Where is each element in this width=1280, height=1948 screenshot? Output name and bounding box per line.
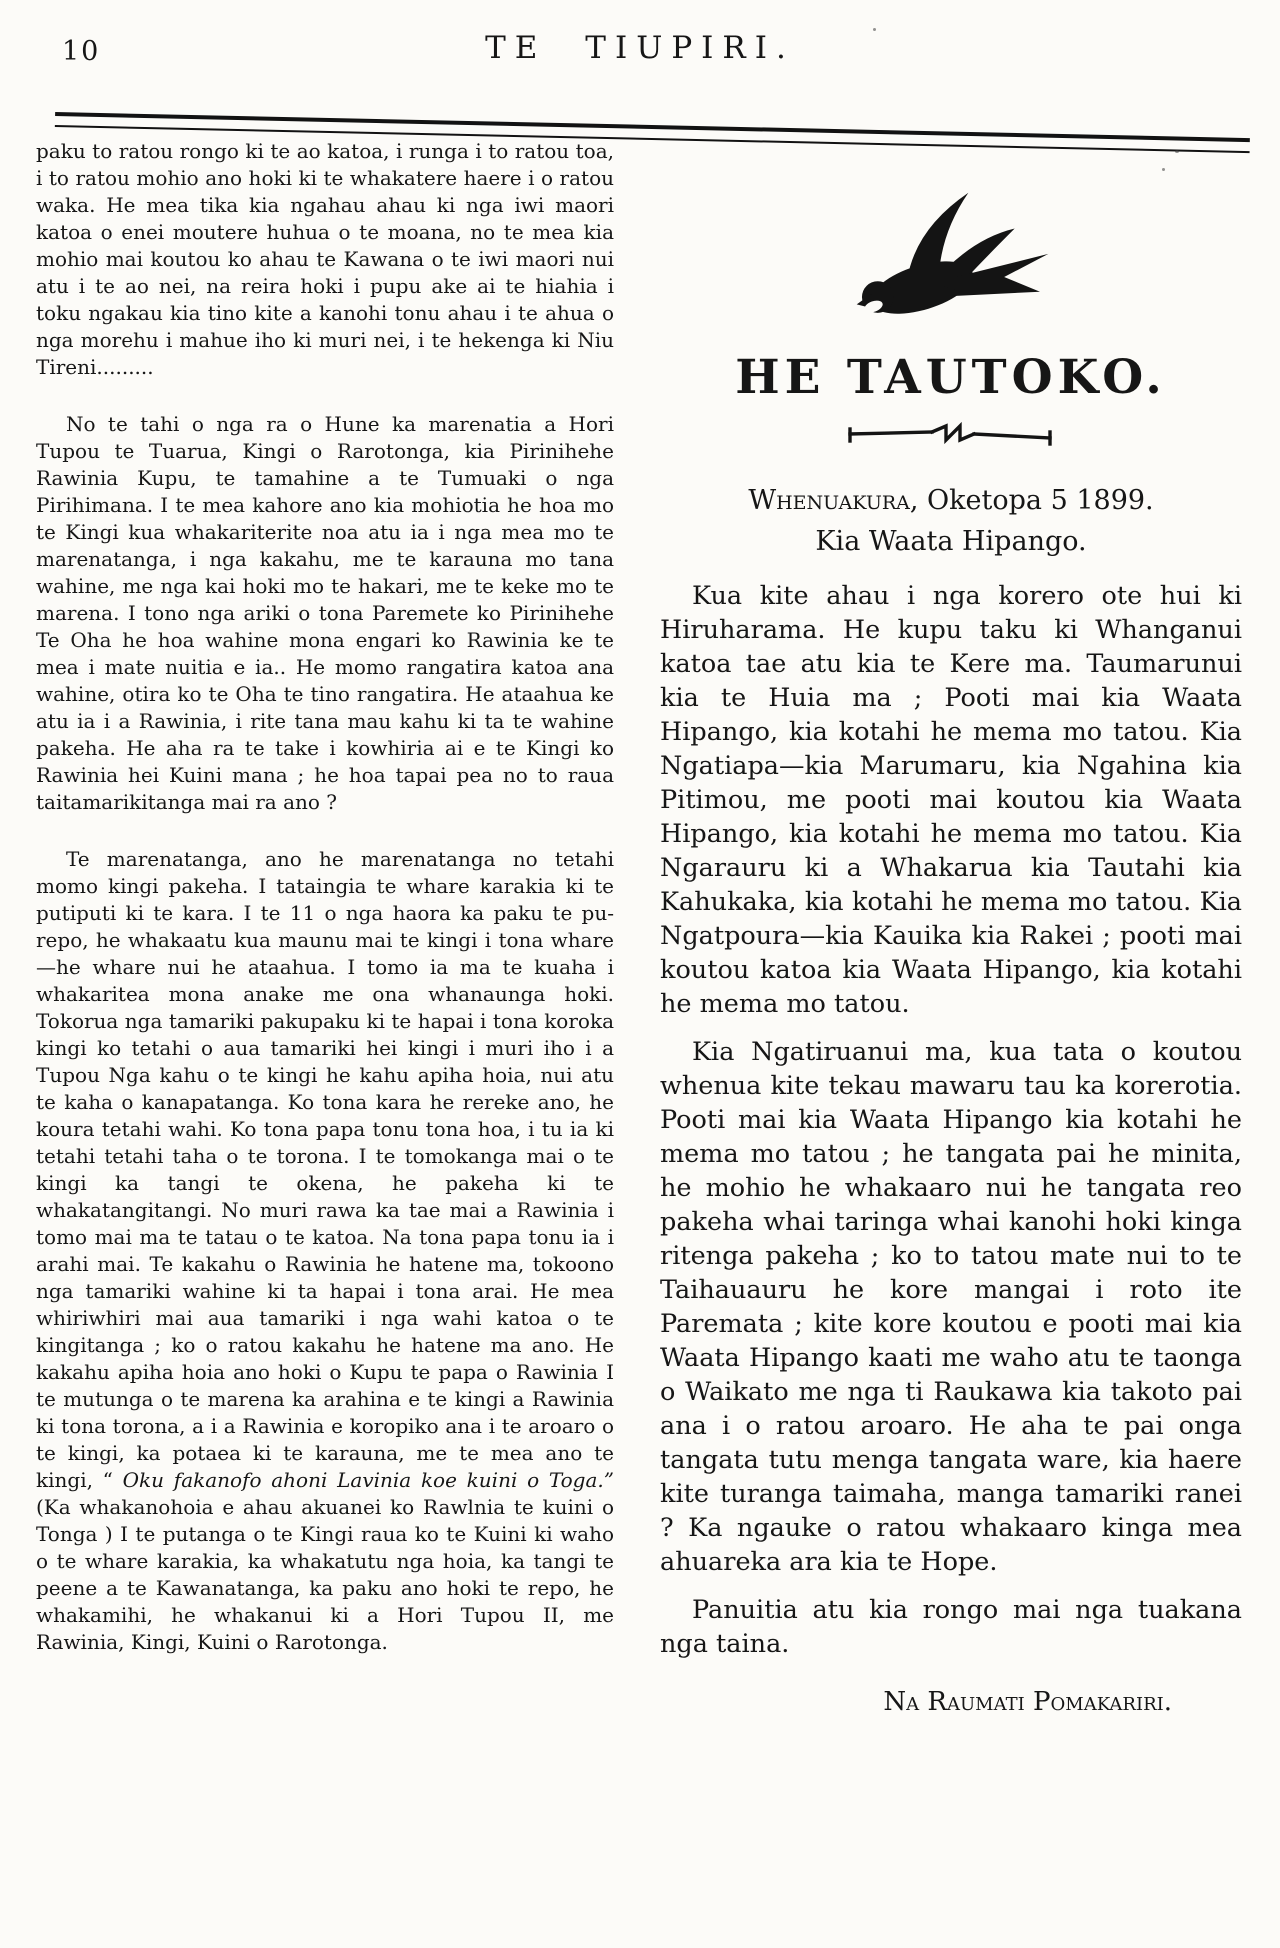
masthead-title: TE TIUPIRI. (485, 30, 795, 66)
left-paragraph-3-text: Te marenatanga, ano he marenatanga no tetahi momo kingi pakeha. I tataingia te whare karakia ki te putiputi ki te kara. I te 11 o nga haora ka paku te pu-repo, he whakaatu kua maunu mai te kingi i tona whare—he whare nui he ataahua. I tomo ia ma te kuaha i whakaritea mona anake me ona whanaunga hoki. Tokorua nga tamariki pakupaku ki te hapai i tona koroka kingi ko tetahi o aua tamariki hei kingi i muri iho i a Tupou Nga kahu o te kingi he kahu apiha hoia, nui atu te kaha o kanapatanga. Ko tona kara he rereke ano, he koura tetahi wahi. Ko tona papa tonu tona hoa, i tu ia ki tetahi tetahi taha o te torona. I te tomokanga mai o te kingi ka tangi te okena, he pakeha ki te whakatangitangi. No muri rawa ka tae mai a Rawinia i tomo mai ma te tatau o te katoa. Na tona papa tonu ia i arahi mai. Te kakahu o Rawinia he hatene ma, tokoono nga tamariki wahine ki ta hapai i tona arai. He mea whiriwhiri mai aua tamariki i nga wahi katoa o te kingitanga ; ko o ratou kakahu he hatene ma ano. He kakahu apiha hoia ano hoki o Kupu te papa o Rawinia I te mutunga o te marena ka arahina e te kingi a Rawinia ki tona torona, a i a Rawinia e koropiko ana i te aroaro o te kingi, ka potaea ki te karauna, me te mea ano te kingi, “ (36, 847, 614, 1492)
swallow-icon (660, 178, 1242, 338)
right-paragraph-2: Kia Ngatiruanui ma, kua tata o koutou whenua kite tekau mawaru tau ka korerotia. Pooti mai kia Waata Hipango kia kotahi he mema mo tatou ; he tangata pai he minita, he mohio he whakaaro nui he tangata reo pakeha whai taringa whai kanohi hoki kinga ritenga pakeha ; ko to tatou mate nui to te Taihauauru he kore mangai i roto ite Paremata ; kite kore koutou e pooti mai kia Waata Hipango kaati me waho atu te taonga o Waikato me nga ti Raukawa kia takoto pai ana i o ratou aroaro. He aha te pai onga tangata tutu menga tangata ware, kia haere kite turanga taimaha, manga tamariki ranei ? Ka ngauke o ratou whakaaro kinga mea ahuareka ara kia te Hope. (660, 1037, 1242, 1577)
right-paragraph-1: Kua kite ahau i nga korero ote hui ki Hiruharama. He kupu taku ki Whanganui katoa tae atu kia te Kere ma. Taumarunui kia te Huia ma ; Pooti mai kia Waata Hipango, kia kotahi he mema mo tatou. Kia Ngatiapa—kia Marumaru, kia Ngahina kia Pitimou, me pooti mai koutou kia Waata Hipango, kia kotahi he mema mo tatou. Kia Ngarauru ki a Whakarua kia Tautahi kia Kahukaka, kia kotahi he mema mo tatou. Kia Ngatpoura—kia Kauika kia Rakei ; pooti mai koutou katoa kia Waata Hipango, kia kotahi he mema mo tatou. (660, 581, 1242, 1019)
divider-ornament-icon (660, 421, 1242, 455)
left-paragraph-1: paku to ratou rongo ki te ao katoa, i runga i to ratou toa, i to ratou mohio ano hoki ki te whakatere haere i o ratou waka. He mea tika kia ngahau ahau ki nga iwi maori katoa o enei moutere huhua o te moana, no te mea kia mohio mai koutou ko ahau te Kawana o te iwi maori nui atu i te ao nei, na reira hoki i pupu ake ai te hiahia i toku ngakau kia tino kite a kanohi tonu ahau i te ahua o nga morehu i mahue iho ki muri nei, i te hekenga ki Niu Tireni......... (36, 139, 614, 379)
quoted-tongan-phrase: Oku fakanofo ahoni Lavinia koe kuini o Toga.” (122, 1468, 614, 1492)
left-column (36, 138, 614, 1686)
page-number: 10 (62, 36, 101, 67)
scan-speck (873, 28, 876, 31)
right-paragraph-3: Panuitia atu kia rongo mai nga tuakana nga taina. (660, 1595, 1242, 1659)
left-paragraph-2: No te tahi o nga ra o Hune ka marenatia a Hori Tupou te Tuarua, Kingi o Rarotonga, kia Pirinihehe Rawinia Kupu, te tamahine a te Tumuaki o nga Pirihimana. I te mea kahore ano kia mohiotia he hoa mo te Kingi kua whakariterite noa atu ia i nga mea mo te marenatanga, i nga kakahu, me te karauna mo tana wahine, me nga kai hoki mo te hakari, me te keke mo te marena. I tono nga ariki o tona Paremete ko Pirinihehe Te Oha he hoa wahine mona engari ko Rawinia ke te mea i mate nuitia e ia.. He momo rangatira katoa ana wahine, otira ko te Oha te tino rangatira. He ataahua ke atu ia i a Rawinia, i rite tana mau kahu ki ta te wahine pakeha. He aha ra te take i kowhiria ai e te Kingi ko Rawinia hei Kuini mana ; he hoa tapai pea no to raua taitamarikitanga mai ra ano ? (36, 412, 614, 814)
left-paragraph-3-tail: (Ka whakanohoia e ahau akuanei ko Rawlnia te kuini o Tonga ) I te putanga o te Kingi raua ko te Kuini ki waho o te whare karakia, ka whakatutu nga hoia, ka tangi te peene a te Kawanatanga, ka paku ano hoki te repo, he whakamihi, he whakanui ki a Hori Tupou II, me Rawinia, Kingi, Kuini o Rarotonga. (36, 1495, 614, 1654)
signature: Na Raumati Pomakariri. (883, 1687, 1172, 1717)
right-column (660, 150, 1242, 1717)
article-headline: HE TAUTOKO. (735, 350, 1167, 405)
dateline-date: Oketopa 5 1899. (918, 485, 1154, 516)
salutation: Kia Waata Hipango. (815, 526, 1087, 557)
dateline-place: Whenuakura, (748, 485, 919, 516)
dateline (660, 485, 1242, 516)
left-paragraph-3 (36, 846, 614, 1656)
